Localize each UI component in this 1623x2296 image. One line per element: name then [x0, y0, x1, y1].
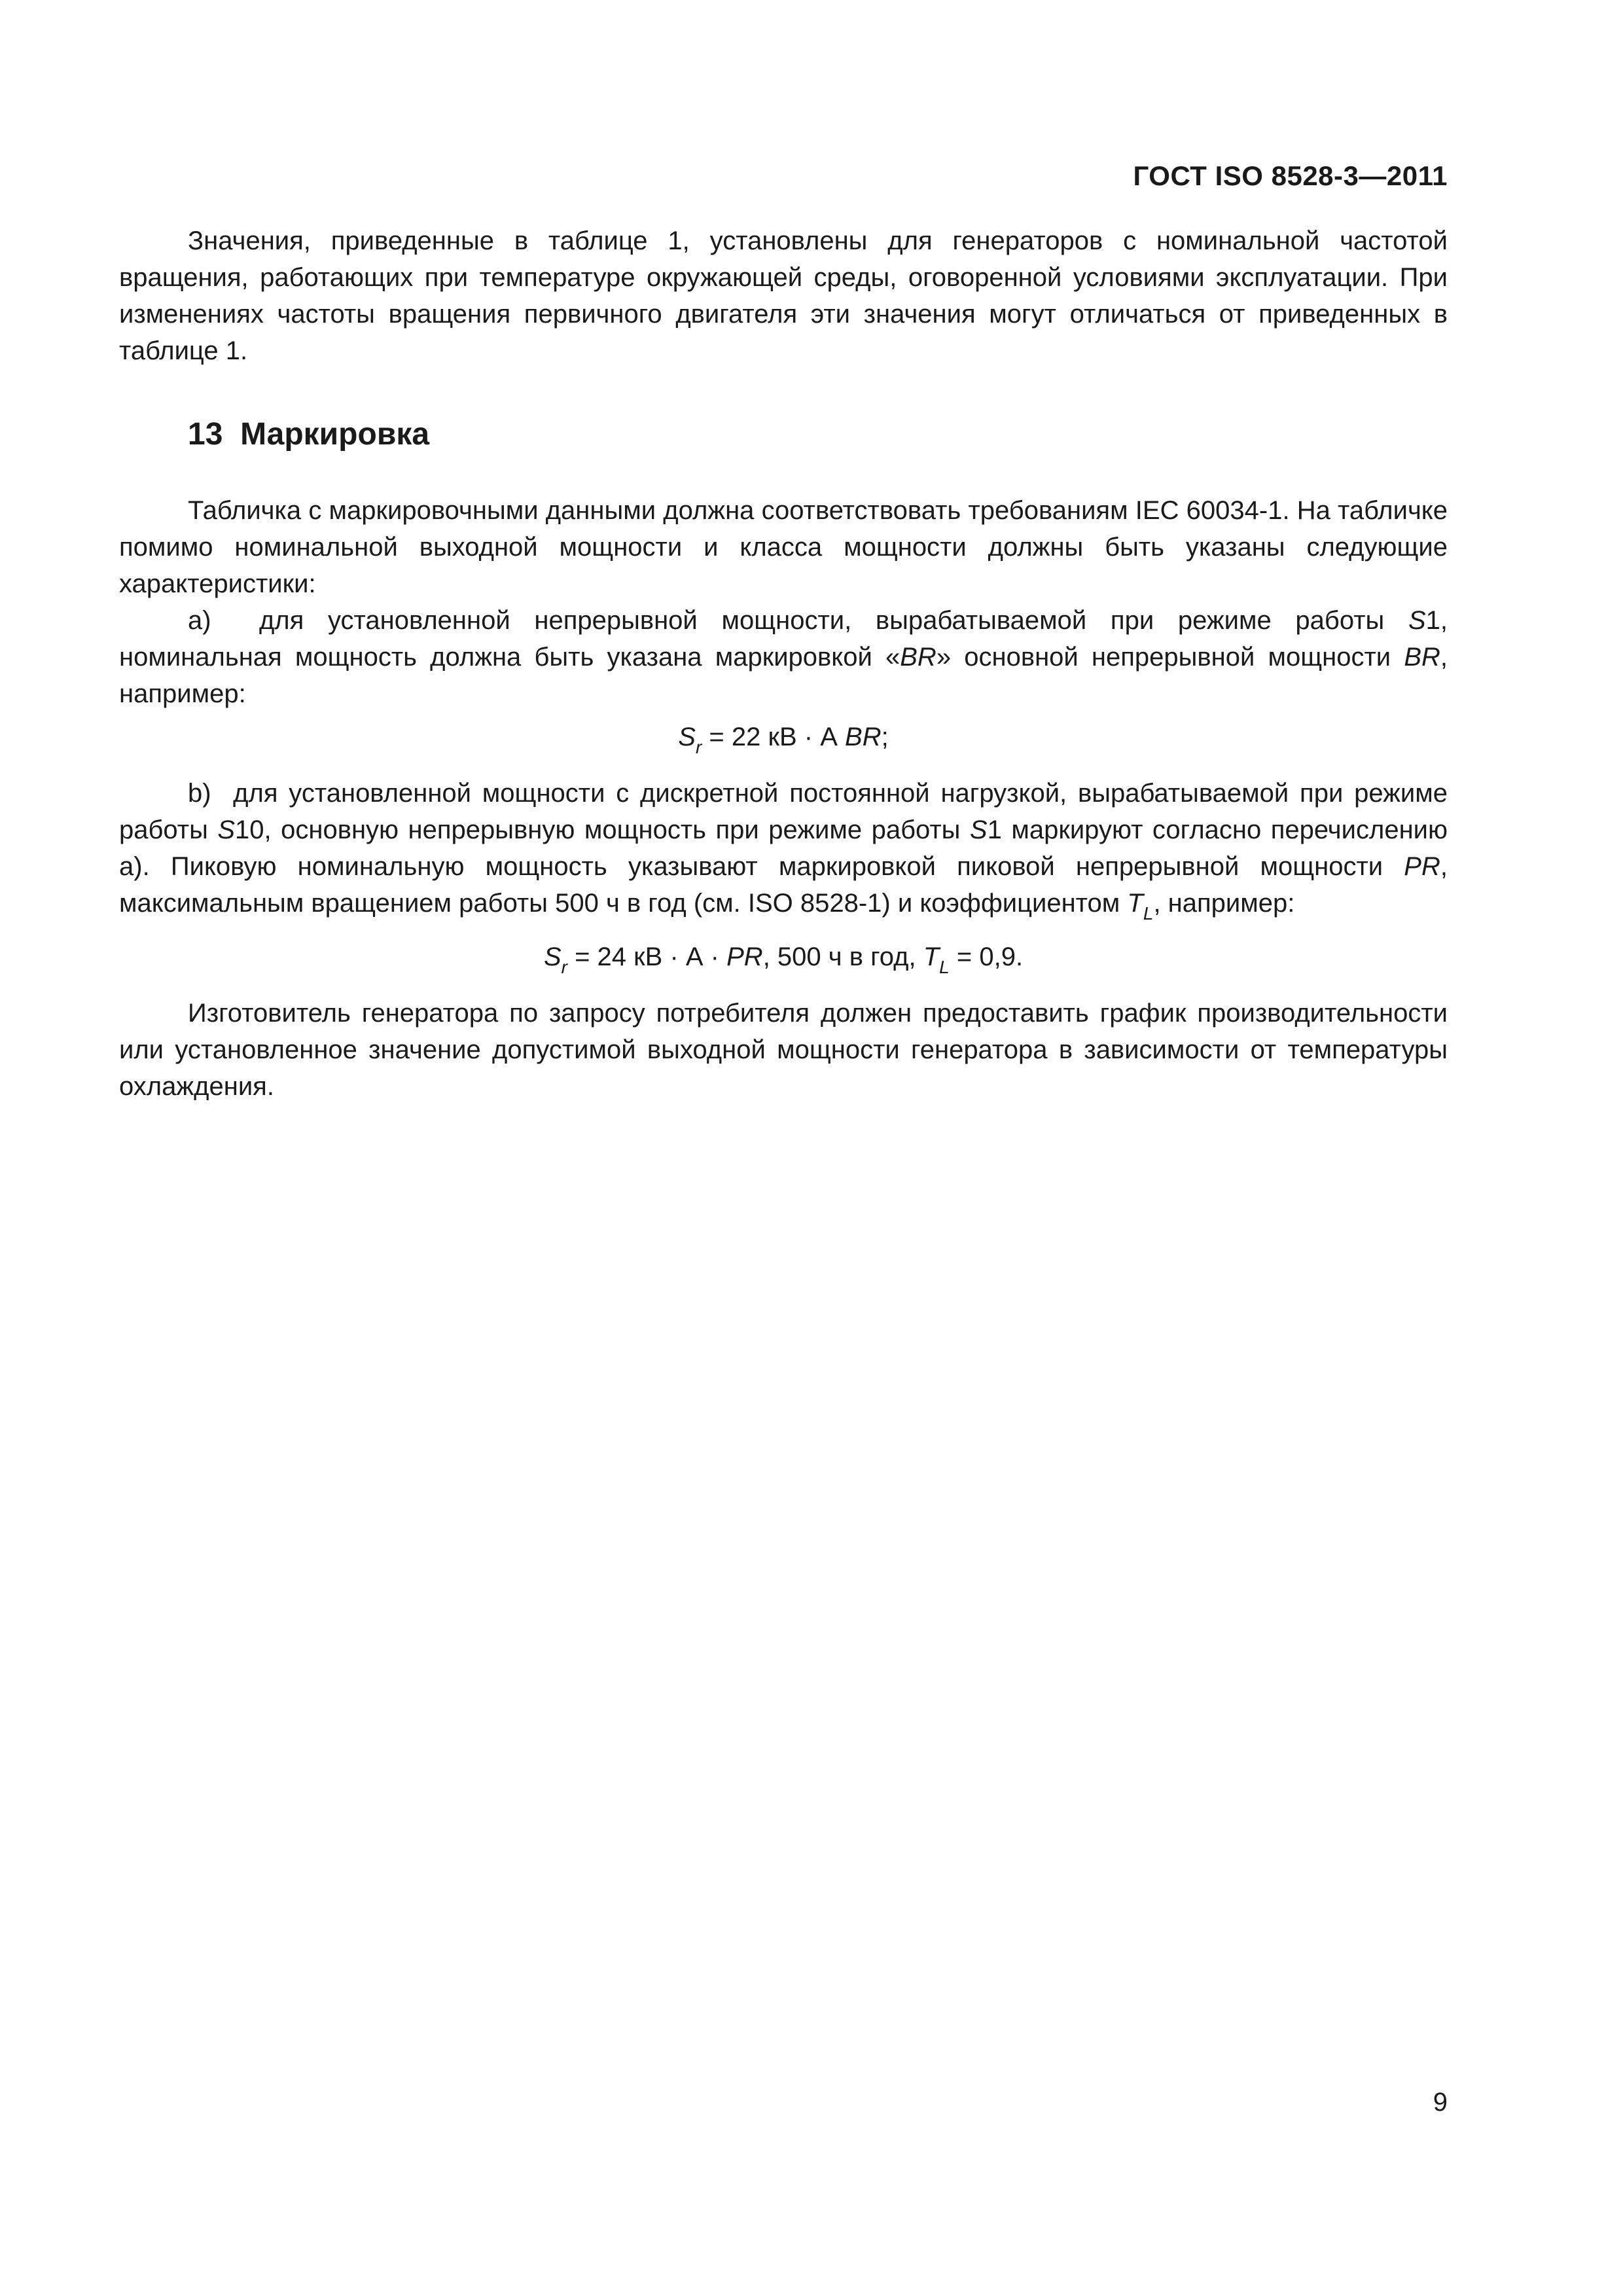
- item-b-subscript: L: [1143, 903, 1154, 924]
- section-heading: [119, 415, 1448, 454]
- item-b-text: 1 маркируют согласно перечислению а). Пиковую номинальную мощность указывают маркировкой пиковой непрерывной мощности: [119, 816, 1448, 881]
- item-b-symbol: S: [969, 816, 988, 844]
- item-a-text: , например:: [119, 643, 1448, 708]
- formula-subscript: L: [939, 957, 950, 977]
- item-a-symbol: S: [1408, 606, 1426, 635]
- document-header: ГОСТ ISO 8528-3—2011: [1133, 160, 1448, 191]
- item-b-text: , например:: [1153, 889, 1295, 918]
- formula-subscript: r: [561, 957, 567, 977]
- formula-symbol: S: [543, 942, 562, 971]
- formula-1: [119, 719, 1448, 766]
- formula-text: = 22 кВ · А: [702, 723, 846, 751]
- formula-symbol: T: [923, 942, 940, 971]
- paragraph-manufacturer: Изготовитель генератора по запросу потребителя должен предоставить график производительности или установленное значение допустимой выходной мощности генератора в зависимости от температуры охлаждения.: [119, 999, 1448, 1101]
- item-b-marker: b): [188, 779, 211, 808]
- formula-text: , 500 ч в год,: [762, 942, 923, 971]
- list-item-a: [119, 602, 1448, 712]
- item-b-symbol: PR: [1404, 852, 1440, 881]
- formula-symbol: BR: [845, 723, 882, 751]
- item-b-text: , максимальным вращением работы 500 ч в год (см. ISO 8528-1) и коэффициентом: [119, 852, 1448, 918]
- item-b-symbol: T: [1127, 889, 1143, 918]
- item-a-symbol: BR: [1404, 643, 1440, 672]
- formula-text: = 0,9.: [949, 942, 1024, 971]
- section-title: Маркировка: [240, 417, 430, 452]
- paragraph-nameplate: Табличка с маркировочными данными должна соответствовать требованиям IEC 60034-1. На табличке помимо номинальной выходной мощности и класса мощности должны быть указаны следующие характеристики:: [119, 496, 1448, 598]
- formula-subscript: r: [695, 737, 702, 757]
- formula-text: = 24 кВ · А ·: [567, 942, 727, 971]
- item-a-symbol: BR: [900, 643, 936, 672]
- item-b-symbol: S: [217, 816, 236, 844]
- item-b-text: 10, основную непрерывную мощность при режиме работы: [235, 816, 970, 844]
- item-a-text: » основной непрерывной мощности: [936, 643, 1404, 672]
- page-content: [119, 223, 1448, 1105]
- formula-symbol: S: [678, 723, 696, 751]
- item-a-text: для установленной непрерывной мощности, вырабатываемой при режиме работы: [259, 606, 1408, 635]
- item-b-text: для установленной мощности с дискретной постоянной нагрузкой, вырабатываемой при режиме работы: [119, 779, 1448, 844]
- item-a-marker: a): [188, 606, 211, 635]
- item-a-text: 1, номинальная мощность должна быть указана маркировкой «: [119, 606, 1448, 672]
- formula-text: ;: [881, 723, 889, 751]
- formula-symbol: PR: [726, 942, 763, 971]
- list-item-b: [119, 775, 1448, 932]
- paragraph-values: Значения, приведенные в таблице 1, установлены для генераторов с номинальной частотой вращения, работающих при температуре окружающей среды, оговоренной условиями эксплуатации. При изменениях частоты вращения первичного двигателя эти значения могут отличаться от приведенных в таблице 1.: [119, 226, 1448, 365]
- formula-2: [119, 939, 1448, 986]
- page-number: 9: [1433, 2088, 1448, 2117]
- section-number: 13: [188, 417, 223, 452]
